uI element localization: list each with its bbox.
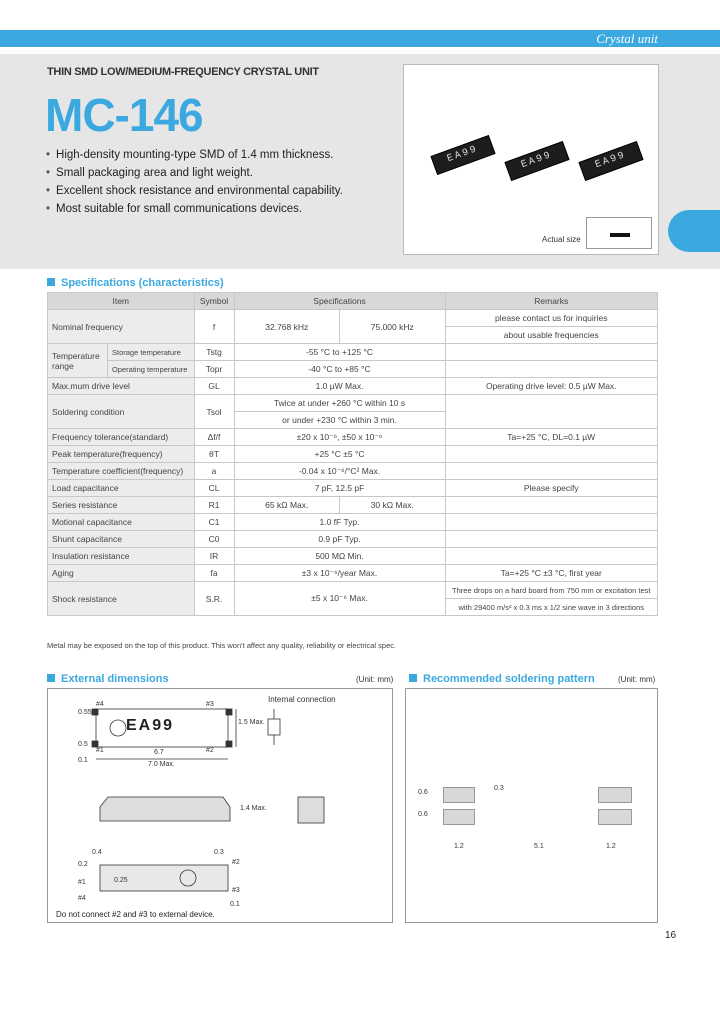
spec-cell: 32.768 kHz xyxy=(234,310,340,344)
pad-top xyxy=(92,709,98,715)
remark-cell xyxy=(445,497,657,514)
remark-cell xyxy=(445,548,657,565)
dimension-value: 1.2 xyxy=(606,843,616,850)
dimensions-panel xyxy=(47,688,393,923)
symbol-cell: R1 xyxy=(194,497,234,514)
dimension-value: 0.6 xyxy=(418,811,428,818)
remark-cell xyxy=(445,361,657,378)
item-cell: Shunt capacitance xyxy=(48,531,195,548)
spec-cell: ±5 x 10⁻⁶ Max. xyxy=(234,582,445,616)
spec-cell: 500 MΩ Min. xyxy=(234,548,445,565)
crystal-chip-image xyxy=(430,135,495,175)
remark-cell: Please specify xyxy=(445,480,657,497)
page-number: 16 xyxy=(665,930,677,941)
item-cell: Temperature coefficient(frequency) xyxy=(48,463,195,480)
table-row xyxy=(48,429,658,446)
pad-top xyxy=(226,741,232,747)
dimensions-heading-text: External dimensions xyxy=(61,673,169,685)
spec-cell: 7 pF, 12.5 pF xyxy=(234,480,445,497)
pin-label: #2 xyxy=(206,747,214,754)
remark-cell xyxy=(445,395,657,429)
dimension-value: 0.1 xyxy=(230,901,240,908)
col-header: Remarks xyxy=(445,293,657,310)
item-cell: Nominal frequency xyxy=(48,310,195,344)
category-bar xyxy=(0,30,720,47)
product-subtitle: THIN SMD LOW/MEDIUM-FREQUENCY CRYSTAL UNIT xyxy=(47,66,319,78)
dimension-value: 7.0 Max. xyxy=(148,761,175,768)
pad-top xyxy=(226,709,232,715)
spec-cell: 30 kΩ Max. xyxy=(340,497,446,514)
spec-cell: +25 °C ±5 °C xyxy=(234,446,445,463)
item-cell: Frequency tolerance(standard) xyxy=(48,429,195,446)
crystal-chip-image xyxy=(578,141,643,181)
remark-cell xyxy=(445,446,657,463)
actual-size-box xyxy=(586,217,652,249)
side-tab xyxy=(668,210,720,252)
table-row xyxy=(48,395,658,412)
pin-label: #2 xyxy=(232,859,240,866)
remark-cell: about usable frequencies xyxy=(445,327,657,344)
sub-item-cell: Storage temperature xyxy=(108,344,195,361)
table-row xyxy=(48,497,658,514)
dimension-value: 5.1 xyxy=(534,843,544,850)
feature-item: • Small packaging area and light weight. xyxy=(46,164,343,182)
product-photo xyxy=(403,64,659,255)
dimension-value: 1.4 Max. xyxy=(240,805,267,812)
symbol-cell: IR xyxy=(194,548,234,565)
table-row xyxy=(48,378,658,395)
dimension-value: 0.5 xyxy=(78,741,88,748)
package-side-view xyxy=(100,797,230,821)
bullet-square-icon xyxy=(409,674,417,682)
table-row xyxy=(48,565,658,582)
feature-item: • High-density mounting-type SMD of 1.4 mm thickness. xyxy=(46,146,343,164)
solder-pad xyxy=(598,787,632,803)
symbol-cell: GL xyxy=(194,378,234,395)
package-end-view xyxy=(298,797,324,823)
pin-label: #3 xyxy=(206,701,214,708)
package-marking: EA99 xyxy=(126,717,175,734)
symbol-cell: Tstg xyxy=(194,344,234,361)
chip-marking: EA99 xyxy=(519,149,554,172)
pin-label: #4 xyxy=(96,701,104,708)
spec-cell: Twice at under +260 °C within 10 s xyxy=(234,395,445,412)
item-cell: Insulation resistance xyxy=(48,548,195,565)
dimension-value: 6.7 xyxy=(154,749,164,756)
remark-cell: Ta=+25 °C, DL=0.1 µW xyxy=(445,429,657,446)
dimension-value: 0.3 xyxy=(494,785,504,792)
spec-cell: -0.04 x 10⁻⁶/°C² Max. xyxy=(234,463,445,480)
dimensions-unit: (Unit: mm) xyxy=(356,675,394,684)
pin-label: #1 xyxy=(78,879,86,886)
spec-cell: 1.0 µW Max. xyxy=(234,378,445,395)
symbol-cell: CL xyxy=(194,480,234,497)
table-row xyxy=(48,548,658,565)
symbol-cell: S.R. xyxy=(194,582,234,616)
bullet-square-icon xyxy=(47,674,55,682)
item-cell: Motional capacitance xyxy=(48,514,195,531)
remark-cell: please contact us for inquiries xyxy=(445,310,657,327)
solder-pad xyxy=(598,809,632,825)
symbol-cell: Δf/f xyxy=(194,429,234,446)
symbol-cell: θT xyxy=(194,446,234,463)
item-cell: Peak temperature(frequency) xyxy=(48,446,195,463)
table-row xyxy=(48,582,658,599)
spec-table xyxy=(47,292,658,616)
connection-note: Do not connect #2 and #3 to external device. xyxy=(56,910,215,919)
remark-cell xyxy=(445,531,657,548)
col-header: Symbol xyxy=(194,293,234,310)
remark-cell: with 29400 m/s² x 0.3 ms x 1/2 sine wave in 3 directions xyxy=(445,599,657,616)
item-cell: Shock resistance xyxy=(48,582,195,616)
table-row xyxy=(48,361,658,378)
solder-pad xyxy=(443,787,475,803)
symbol-cell: C0 xyxy=(194,531,234,548)
remark-cell xyxy=(445,344,657,361)
symbol-cell: Topr xyxy=(194,361,234,378)
dimension-value: 0.55 xyxy=(78,709,92,716)
table-row xyxy=(48,531,658,548)
spec-cell: -40 °C to +85 °C xyxy=(234,361,445,378)
dimension-value: 1.5 Max. xyxy=(238,719,265,726)
orientation-mark xyxy=(110,720,126,736)
table-row xyxy=(48,344,658,361)
pin-label: #1 xyxy=(96,747,104,754)
dimension-value: 0.25 xyxy=(114,877,128,884)
symbol-cell: C1 xyxy=(194,514,234,531)
soldering-heading-text: Recommended soldering pattern xyxy=(423,673,595,685)
specs-heading-text: Specifications (characteristics) xyxy=(61,277,224,289)
dimension-value: 0.2 xyxy=(78,861,88,868)
chip-marking: EA99 xyxy=(593,149,628,172)
sub-item-cell: Operating temperature xyxy=(108,361,195,378)
dimension-value: 1.2 xyxy=(454,843,464,850)
feature-item: • Most suitable for small communications devices. xyxy=(46,200,343,218)
actual-size-label: Actual size xyxy=(542,235,581,244)
category-label: Crystal unit xyxy=(596,31,658,46)
spec-cell: -55 °C to +125 °C xyxy=(234,344,445,361)
col-header: Item xyxy=(48,293,195,310)
soldering-panel xyxy=(405,688,658,923)
chip-marking: EA99 xyxy=(445,143,480,166)
remark-cell xyxy=(445,463,657,480)
soldering-unit: (Unit: mm) xyxy=(618,675,656,684)
item-cell: Temperature range xyxy=(48,344,108,378)
feature-list xyxy=(46,146,343,218)
pin-label: #4 xyxy=(78,895,86,902)
dimension-value: 0.6 xyxy=(418,789,428,796)
symbol-cell: f xyxy=(194,310,234,344)
spec-cell: 65 kΩ Max. xyxy=(234,497,340,514)
solder-pad xyxy=(443,809,475,825)
remark-cell: Three drops on a hard board from 750 mm or excitation test xyxy=(445,582,657,599)
feature-item: • Excellent shock resistance and environmental capability. xyxy=(46,182,343,200)
table-row xyxy=(48,463,658,480)
spec-cell: 75.000 kHz xyxy=(340,310,446,344)
symbol-cell: a xyxy=(194,463,234,480)
dimensions-heading xyxy=(47,673,169,685)
pin-label: #3 xyxy=(232,887,240,894)
item-cell: Aging xyxy=(48,565,195,582)
symbol-cell: fa xyxy=(194,565,234,582)
specs-heading xyxy=(47,277,224,289)
dimension-drawing xyxy=(48,689,394,924)
remark-cell: Operating drive level: 0.5 µW Max. xyxy=(445,378,657,395)
table-row xyxy=(48,514,658,531)
item-cell: Soldering condition xyxy=(48,395,195,429)
item-cell: Max.mum drive level xyxy=(48,378,195,395)
item-cell: Load capacitance xyxy=(48,480,195,497)
dimension-value: 0.4 xyxy=(92,849,102,856)
spec-footnote: Metal may be exposed on the top of this product. This won't affect any quality, reliability or electrical spec. xyxy=(47,641,397,650)
remark-cell: Ta=+25 °C ±3 °C, first year xyxy=(445,565,657,582)
crystal-chip-image xyxy=(504,141,569,181)
symbol-cell: Tsol xyxy=(194,395,234,429)
table-row xyxy=(48,480,658,497)
table-row xyxy=(48,310,658,327)
spec-cell: 0.9 pF Typ. xyxy=(234,531,445,548)
bullet-square-icon xyxy=(47,278,55,286)
spec-cell: or under +230 °C within 3 min. xyxy=(234,412,445,429)
spec-cell: 1.0 fF Typ. xyxy=(234,514,445,531)
col-header: Specifications xyxy=(234,293,445,310)
internal-crystal-symbol xyxy=(268,719,280,735)
dimension-value: 0.3 xyxy=(214,849,224,856)
remark-cell xyxy=(445,514,657,531)
table-header-row xyxy=(48,293,658,310)
internal-connection-label: Internal connection xyxy=(268,695,336,704)
spec-cell: ±20 x 10⁻⁶, ±50 x 10⁻⁶ xyxy=(234,429,445,446)
product-model: MC-146 xyxy=(45,89,203,141)
spec-cell: ±3 x 10⁻⁶/year Max. xyxy=(234,565,445,582)
dimension-value: 0.1 xyxy=(78,757,88,764)
table-row xyxy=(48,446,658,463)
item-cell: Series resistance xyxy=(48,497,195,514)
actual-size-chip xyxy=(610,233,630,237)
soldering-heading xyxy=(409,673,595,685)
